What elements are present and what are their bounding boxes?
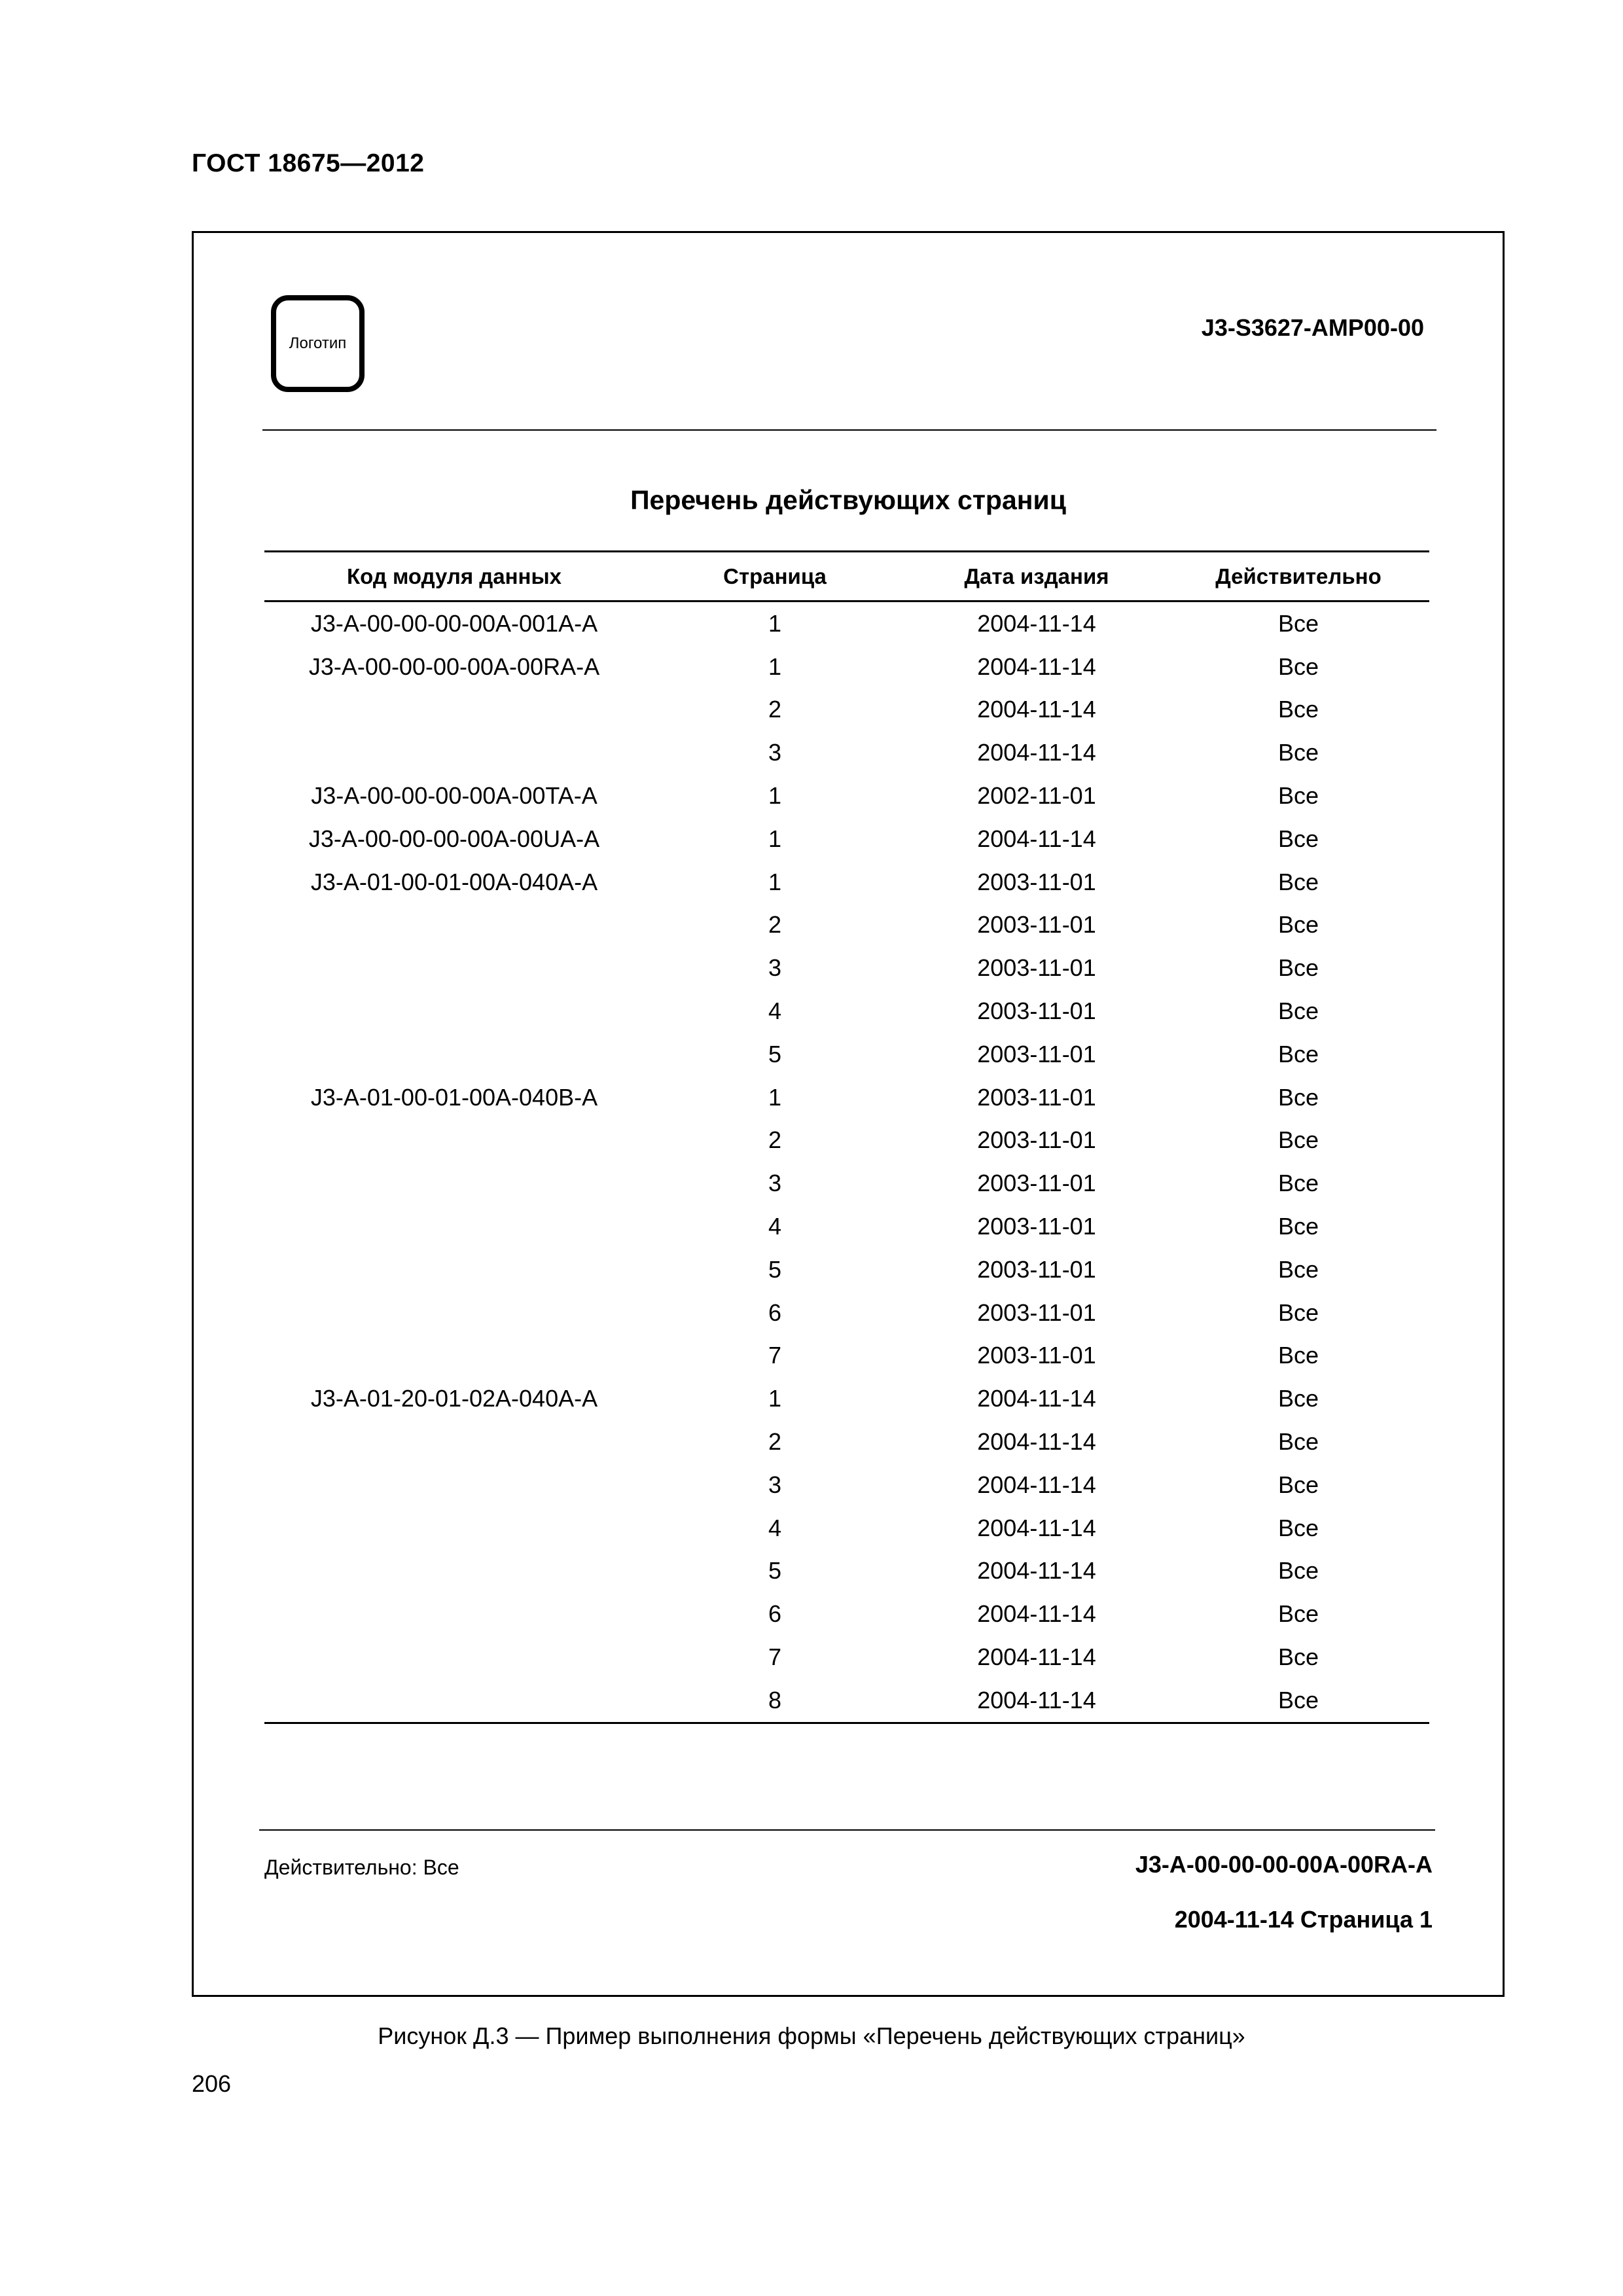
- cell-page: 2: [768, 1428, 782, 1456]
- cell-issue-date: 2003-11-01: [977, 1213, 1096, 1240]
- cell-page: 1: [768, 653, 782, 680]
- cell-module-code: [264, 1205, 644, 1248]
- cell-page: 2: [768, 1126, 782, 1154]
- table-row: [264, 1507, 1429, 1550]
- cell-module-code: J3-A-00-00-00-00A-00RA-A: [308, 653, 600, 680]
- cell-issue-date: 2003-11-01: [977, 997, 1096, 1025]
- footer-divider: [259, 1829, 1435, 1831]
- cell-applicability: Все: [1277, 609, 1319, 637]
- cell-applicability: Все: [1277, 1170, 1319, 1197]
- table-row: [264, 1162, 1429, 1205]
- cell-module-code: J3-A-00-00-00-00A-001A-A: [310, 609, 598, 637]
- cell-module-code: [264, 1592, 644, 1636]
- cell-issue-date: 2004-11-14: [977, 739, 1096, 766]
- page-number: 206: [192, 2070, 232, 2097]
- cell-applicability: Все: [1277, 825, 1319, 852]
- cell-page: 8: [644, 1679, 906, 1723]
- cell-page: 4: [768, 997, 782, 1025]
- cell-page: 4: [768, 1514, 782, 1541]
- cell-applicability: Все: [1277, 1471, 1319, 1498]
- header-divider: [262, 429, 1436, 431]
- table-row: [264, 990, 1429, 1033]
- cell-page: 2: [768, 911, 782, 939]
- cell-applicability: Все: [1277, 1213, 1319, 1240]
- cell-issue-date: 2004-11-14: [977, 1600, 1096, 1628]
- cell-applicability: Все: [1277, 1255, 1319, 1283]
- cell-issue-date: 2003-11-01: [977, 1083, 1096, 1111]
- cell-module-code: [264, 1033, 644, 1076]
- table-row: [264, 904, 1429, 947]
- cell-issue-date: 2004-11-14: [977, 1471, 1096, 1498]
- cell-page: 3: [768, 954, 782, 982]
- cell-applicability: Все: [1277, 782, 1319, 810]
- table-row: [264, 861, 1429, 904]
- cell-page: 2: [768, 696, 782, 723]
- cell-page: 1: [768, 1083, 782, 1111]
- cell-issue-date: 2004-11-14: [977, 609, 1096, 637]
- table-row: [264, 1463, 1429, 1507]
- table-row: [264, 689, 1429, 732]
- cell-page: 6: [768, 1299, 782, 1326]
- pages-table: [264, 550, 1429, 1724]
- document-code: J3-S3627-AMP00-00: [1201, 314, 1424, 341]
- cell-issue-date: 2004-11-14: [977, 1514, 1096, 1541]
- cell-module-code: J3-A-01-20-01-02A-040A-A: [310, 1385, 598, 1412]
- cell-issue-date: 2004-11-14: [977, 1428, 1096, 1456]
- cell-module-code: [264, 1550, 644, 1593]
- cell-issue-date: 2003-11-01: [977, 1126, 1096, 1154]
- cell-module-code: [264, 990, 644, 1033]
- cell-page: 5: [768, 1255, 782, 1283]
- cell-module-code: [264, 1119, 644, 1162]
- cell-issue-date: 2004-11-14: [906, 1679, 1168, 1723]
- cell-module-code: J3-A-00-00-00-00A-00UA-A: [308, 825, 600, 852]
- cell-module-code: J3-A-00-00-00-00A-00TA-A: [311, 782, 597, 810]
- table-row: [264, 1592, 1429, 1636]
- cell-applicability: Все: [1277, 1040, 1319, 1067]
- column-header-page: Страница: [644, 552, 906, 601]
- cell-applicability: Все: [1277, 1299, 1319, 1326]
- footer-date-page: 2004-11-14 Страница 1: [1174, 1906, 1433, 1933]
- cell-module-code: [264, 904, 644, 947]
- form-title: Перечень действующих страниц: [630, 485, 1066, 515]
- table-row: [264, 1636, 1429, 1679]
- cell-issue-date: 2003-11-01: [977, 1170, 1096, 1197]
- cell-module-code: [264, 1420, 644, 1463]
- cell-issue-date: 2002-11-01: [977, 782, 1096, 810]
- logo-placeholder: [271, 295, 365, 392]
- cell-applicability: Все: [1277, 739, 1319, 766]
- cell-issue-date: 2004-11-14: [977, 1557, 1096, 1585]
- cell-module-code: [264, 1291, 644, 1335]
- cell-issue-date: 2003-11-01: [977, 911, 1096, 939]
- logo-label: Логотип: [289, 334, 347, 352]
- table-row: [264, 1205, 1429, 1248]
- table-row: [264, 1377, 1429, 1420]
- standard-header: ГОСТ 18675—2012: [192, 149, 425, 177]
- footer-validity: Действительно: Все: [264, 1856, 459, 1879]
- cell-issue-date: 2003-11-01: [977, 1342, 1096, 1369]
- cell-module-code: [264, 1636, 644, 1679]
- cell-issue-date: 2003-11-01: [977, 1040, 1096, 1067]
- cell-applicability: Все: [1277, 653, 1319, 680]
- cell-applicability: Все: [1277, 1342, 1319, 1369]
- cell-applicability: Все: [1277, 954, 1319, 982]
- cell-page: 7: [768, 1643, 782, 1671]
- cell-issue-date: 2004-11-14: [977, 1643, 1096, 1671]
- cell-module-code: [264, 1335, 644, 1378]
- cell-module-code: [264, 1162, 644, 1205]
- form-frame: [192, 231, 1505, 1997]
- table-row: [264, 731, 1429, 774]
- cell-applicability: Все: [1277, 1126, 1319, 1154]
- footer-module-code: J3-A-00-00-00-00A-00RA-A: [1135, 1851, 1433, 1878]
- table-row: [264, 1291, 1429, 1335]
- cell-page: 3: [768, 1471, 782, 1498]
- table-header-row: [264, 552, 1429, 601]
- cell-page: 1: [768, 609, 782, 637]
- table-row: [264, 774, 1429, 817]
- cell-page: 5: [768, 1557, 782, 1585]
- cell-applicability: Все: [1168, 1679, 1429, 1723]
- cell-module-code: [264, 689, 644, 732]
- cell-module-code: [264, 1507, 644, 1550]
- cell-issue-date: 2004-11-14: [977, 825, 1096, 852]
- cell-issue-date: 2004-11-14: [977, 1385, 1096, 1412]
- column-header-applicability: Действительно: [1168, 552, 1429, 601]
- cell-applicability: Все: [1277, 696, 1319, 723]
- cell-applicability: Все: [1277, 1514, 1319, 1541]
- cell-module-code: [264, 1463, 644, 1507]
- cell-applicability: Все: [1277, 1600, 1319, 1628]
- cell-page: 4: [768, 1213, 782, 1240]
- table-row: [264, 1248, 1429, 1291]
- cell-page: 6: [768, 1600, 782, 1628]
- table-row: [264, 1335, 1429, 1378]
- cell-module-code: J3-A-01-00-01-00A-040B-A: [310, 1083, 598, 1111]
- table-row: [264, 1420, 1429, 1463]
- table-row: [264, 1033, 1429, 1076]
- table-body: [264, 601, 1429, 1723]
- cell-applicability: Все: [1277, 1643, 1319, 1671]
- cell-applicability: Все: [1277, 997, 1319, 1025]
- cell-page: 1: [768, 825, 782, 852]
- cell-applicability: Все: [1277, 1385, 1319, 1412]
- table-row: [264, 946, 1429, 990]
- column-header-module-code: Код модуля данных: [264, 552, 644, 601]
- cell-module-code: [264, 1248, 644, 1291]
- cell-module-code: [264, 731, 644, 774]
- cell-page: 1: [768, 1385, 782, 1412]
- column-header-issue-date: Дата издания: [906, 552, 1168, 601]
- cell-page: 3: [768, 1170, 782, 1197]
- cell-applicability: Все: [1277, 1083, 1319, 1111]
- cell-module-code: [264, 1679, 644, 1723]
- cell-issue-date: 2003-11-01: [977, 1299, 1096, 1326]
- cell-issue-date: 2003-11-01: [977, 1255, 1096, 1283]
- cell-module-code: J3-A-01-00-01-00A-040A-A: [310, 868, 598, 895]
- table-row: [264, 1679, 1429, 1723]
- table-row: [264, 1076, 1429, 1119]
- cell-issue-date: 2003-11-01: [977, 868, 1096, 895]
- table-row: [264, 1119, 1429, 1162]
- cell-module-code: [264, 946, 644, 990]
- cell-applicability: Все: [1277, 1557, 1319, 1585]
- cell-page: 5: [768, 1040, 782, 1067]
- cell-applicability: Все: [1277, 1428, 1319, 1456]
- cell-page: 1: [768, 868, 782, 895]
- cell-applicability: Все: [1277, 911, 1319, 939]
- table-row: [264, 601, 1429, 645]
- cell-page: 7: [768, 1342, 782, 1369]
- table-row: [264, 645, 1429, 689]
- table-row: [264, 1550, 1429, 1593]
- cell-applicability: Все: [1277, 868, 1319, 895]
- cell-issue-date: 2004-11-14: [977, 696, 1096, 723]
- cell-page: 3: [768, 739, 782, 766]
- cell-issue-date: 2004-11-14: [977, 653, 1096, 680]
- table-row: [264, 817, 1429, 861]
- cell-page: 1: [768, 782, 782, 810]
- figure-caption: Рисунок Д.3 — Пример выполнения формы «Перечень действующих страниц»: [378, 2022, 1245, 2049]
- cell-issue-date: 2003-11-01: [977, 954, 1096, 982]
